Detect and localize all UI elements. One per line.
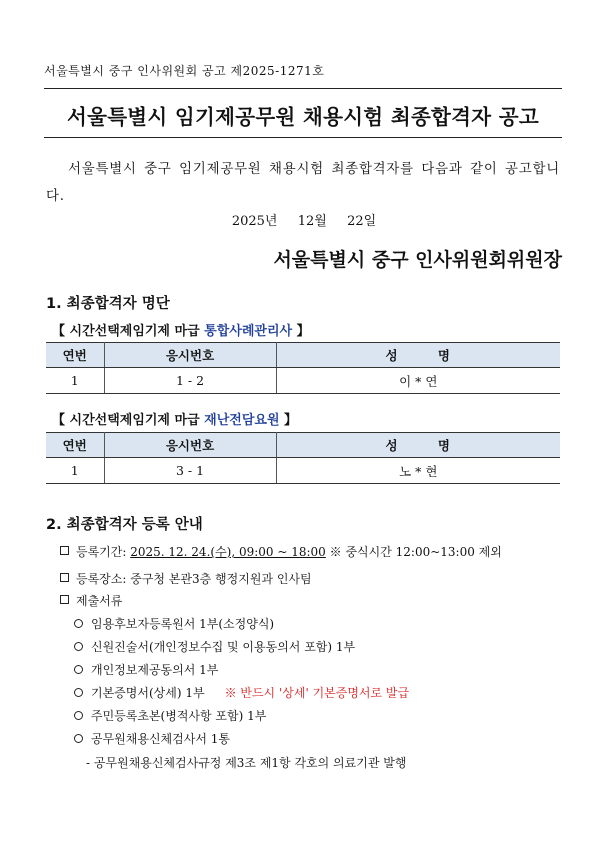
table-row: [46, 368, 560, 394]
list-item: [74, 638, 355, 655]
period-label: 등록기간:: [76, 545, 131, 559]
registration-period: [60, 543, 502, 560]
column-header: 성 명: [276, 343, 560, 368]
health-check-note: - 공무원채용신체검사규정 제3조 제1항 각호의 의료기관 발행: [86, 756, 407, 770]
table-header-row: [46, 343, 560, 368]
issuer-name: 서울특별시 중구 인사위원회위원장: [273, 249, 562, 271]
document-item: 주민등록초본(병적사항 포함) 1부: [91, 709, 267, 723]
column-header: 응시번호: [104, 433, 276, 458]
position-label-suffix: 】: [292, 324, 310, 339]
column-header: 성 명: [276, 433, 560, 458]
column-header: 연번: [46, 433, 104, 458]
table-cell: 노 * 현: [276, 458, 560, 484]
registration-place: [60, 570, 312, 587]
table-cell: 1: [46, 368, 104, 394]
document-item: 공무원채용신체검사서 1통: [91, 732, 230, 746]
square-bullet-icon: [60, 595, 69, 604]
document-item: 개인정보제공동의서 1부: [91, 663, 219, 677]
section-title-final-list: 1. 최종합격자 명단: [46, 296, 170, 312]
circle-bullet-icon: [74, 711, 83, 720]
square-bullet-icon: [60, 546, 69, 555]
table-cell: 이 * 연: [276, 368, 560, 394]
position-label: [52, 409, 297, 428]
list-item: [74, 707, 266, 724]
column-header: 연번: [46, 343, 104, 368]
document-item: 신원진술서(개인정보수집 및 이용동의서 포함) 1부: [91, 640, 356, 654]
intro-paragraph: 서울특별시 중구 임기제공무원 채용시험 최종합격자를 다음과 같이 공고합니다.: [46, 162, 560, 204]
list-item: [74, 615, 274, 632]
documents-heading: [60, 592, 122, 609]
circle-bullet-icon: [74, 734, 83, 743]
list-item: [74, 730, 230, 747]
position-label: [52, 320, 310, 339]
documents-label: 제출서류: [76, 594, 123, 608]
result-table: [46, 432, 560, 484]
square-bullet-icon: [60, 573, 69, 582]
position-label-prefix: 【 시간선택제임기제 마급: [52, 413, 205, 428]
circle-bullet-icon: [74, 665, 83, 674]
table-cell: 3 - 1: [104, 458, 276, 484]
position-name: 통합사례관리사: [204, 324, 293, 339]
document-item: 임용후보자등록원서 1부(소정양식): [91, 617, 275, 631]
document-note: ※ 반드시 '상세' 기본증명서로 발급: [224, 686, 410, 700]
table-row: [46, 458, 560, 484]
circle-bullet-icon: [74, 688, 83, 697]
position-label-prefix: 【 시간선택제임기제 마급: [52, 324, 205, 339]
table-cell: 1 - 2: [104, 368, 276, 394]
period-value: 2025. 12. 24.(수), 09:00 ~ 18:00: [130, 545, 326, 559]
table-cell: 1: [46, 458, 104, 484]
page-title: 서울특별시 임기제공무원 채용시험 최종합격자 공고: [66, 105, 539, 129]
table-header-row: [46, 433, 560, 458]
position-name: 재난전담요원: [204, 413, 280, 428]
notice-date: 2025년 12월 22일: [231, 214, 377, 229]
circle-bullet-icon: [74, 619, 83, 628]
document-item: 기본증명서(상세) 1부: [91, 686, 205, 700]
notice-number: 서울특별시 중구 인사위원회 공고 제2025-1271호: [44, 64, 325, 78]
list-item: [74, 661, 218, 678]
result-table: [46, 342, 560, 394]
circle-bullet-icon: [74, 642, 83, 651]
section-title-registration: 2. 최종합격자 등록 안내: [46, 517, 203, 533]
position-label-suffix: 】: [279, 413, 298, 428]
place-text: 등록장소: 중구청 본관3층 행정지원과 인사팀: [76, 572, 312, 586]
period-note: ※ 중식시간 12:00~13:00 제외: [325, 545, 502, 559]
list-item: [74, 684, 409, 701]
column-header: 응시번호: [104, 343, 276, 368]
title-rule-bottom: [44, 137, 562, 138]
title-rule-top: [44, 88, 562, 89]
